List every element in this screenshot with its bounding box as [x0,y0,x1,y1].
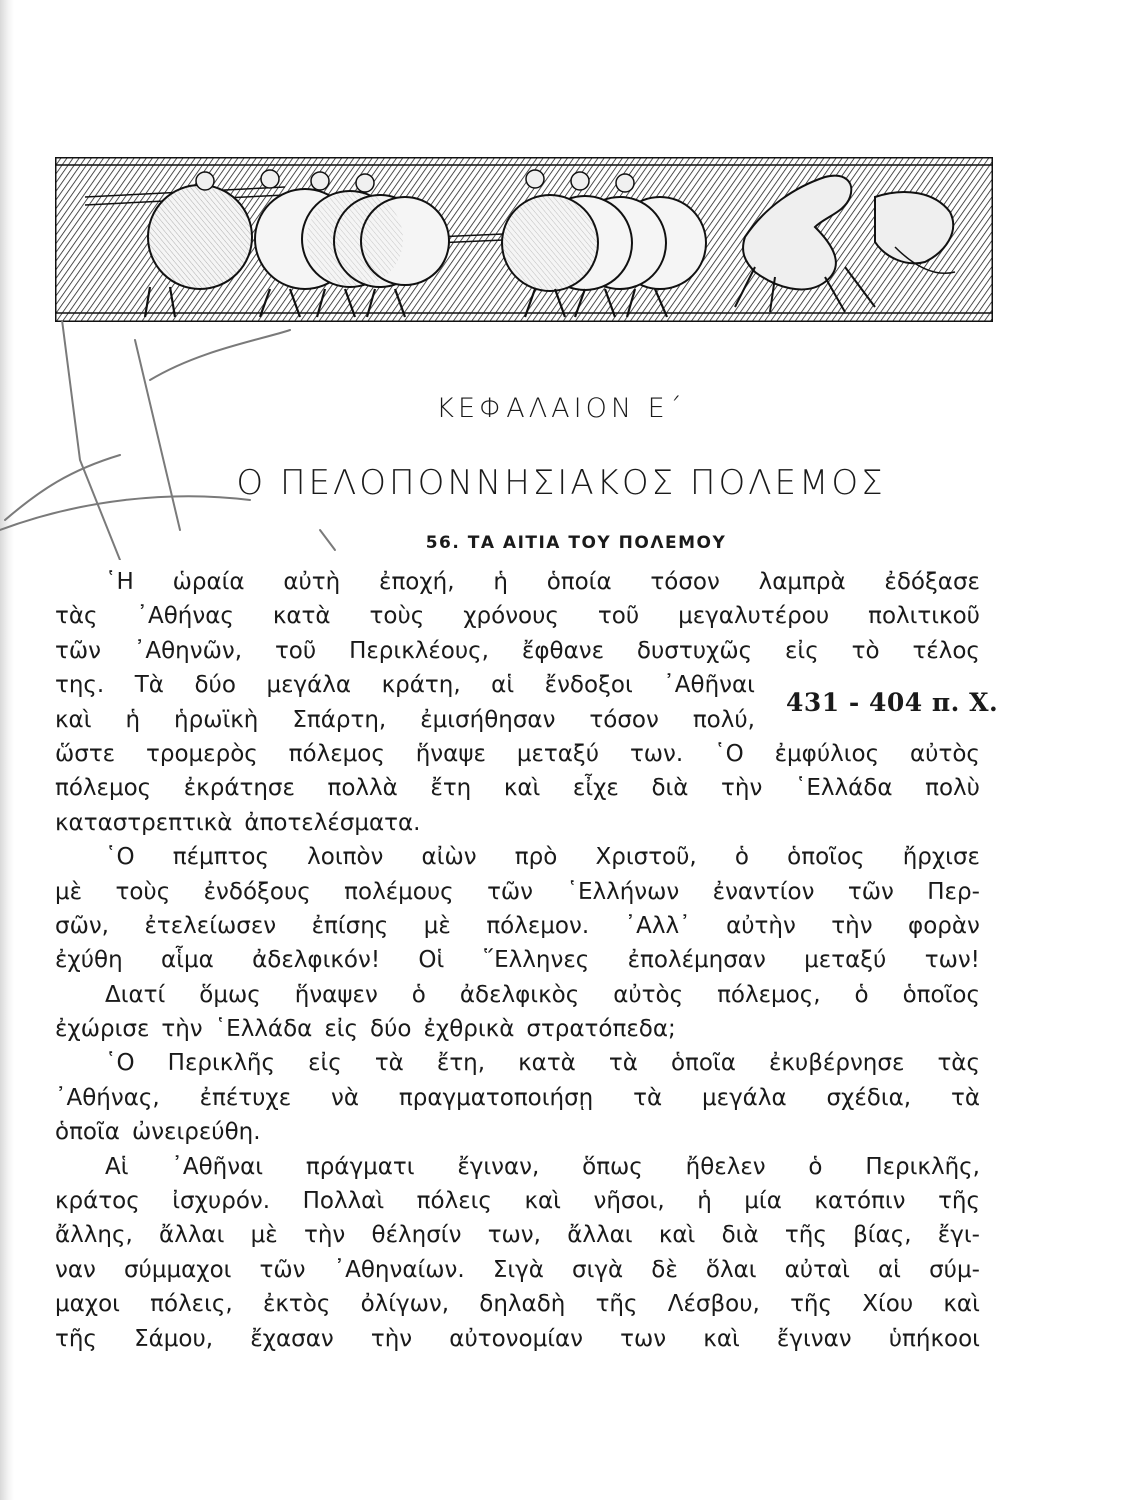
word: ὁποῖα [670,1050,736,1077]
text-line [55,1287,980,1321]
word: καὶ [658,1222,696,1249]
word: σύμμαχοι [123,1256,232,1283]
chapter-number: ΚΕΦΑΛΑΙΟΝ Ε΄ [436,393,686,424]
word: τὴν [721,775,763,802]
word: τὴν [370,1325,413,1352]
word: ὁποῖος [902,981,980,1008]
text-line [55,1218,980,1252]
word: τόσον [650,569,720,595]
word: πόλεμος, [717,981,821,1008]
word: μεγάλα [702,1084,787,1111]
body-text [55,565,980,1356]
word: Σιγὰ [492,1256,544,1283]
word: ῾Ο [714,740,744,767]
text-line [55,737,980,771]
text-line [55,1115,980,1149]
word: ἐπέτυχε [199,1084,292,1111]
word: αὐτὸς [613,981,684,1008]
word: τῆς [595,1291,638,1318]
word: ἤρχισε [902,844,980,871]
word: πόλεμον. [486,912,590,939]
word: ἐχώρισε [55,1016,150,1043]
word: κράτος [55,1188,140,1215]
text-line [55,840,980,874]
word: αἰὼν [421,844,477,871]
text-line [55,1081,980,1115]
word: ἤθελεν [685,1153,766,1180]
word: εἰς [785,637,819,664]
word: ἐχθρικὰ [423,1016,515,1043]
word: πολέμους [344,878,454,905]
word: εἶχε [572,775,619,802]
text-line [55,943,980,977]
word: ὅμως [199,981,261,1008]
word: ἐτελείωσεν [144,912,277,939]
word: ᾽Αλλ᾽ [624,912,691,939]
word: μεγάλα [266,672,352,699]
word: τὴν [303,1222,346,1249]
word: τὰς [937,1050,980,1077]
word: ἄλλαι [567,1222,633,1249]
word: ἐχύθη [55,947,123,974]
word: ἐμισήθησαν [420,706,556,733]
word: πολὺ [925,775,980,802]
word: καταστρεπτικὰ [55,809,233,836]
text-line [55,1046,980,1080]
word: Περικλῆς [167,1050,276,1077]
chapter-title: Ο ΠΕΛΟΠΟΝΝΗΣΙΑΚΟΣ ΠΟΛΕΜΟΣ [236,463,886,503]
word: ἔνδοξοι [544,672,633,699]
word: δύο [370,1016,412,1043]
word: βίας, [853,1222,912,1249]
word: Οἱ [418,947,445,974]
word: πολιτικοῦ [868,603,980,630]
word: ἄλλης, [55,1222,133,1249]
text-line [55,668,755,702]
word: ὁποῖα [55,1119,120,1146]
word: λοιπὸν [307,844,384,871]
word: ῾Ελλάδα [794,775,893,802]
word: μεταξύ [804,947,887,974]
word: Λέσβου, [667,1291,760,1318]
word: τῶν [259,1256,306,1283]
word: ὁποία [546,569,612,595]
word: διὰ [651,775,689,802]
word: των. [629,740,684,767]
word: ἡρωϊκὴ [174,706,259,733]
word: ἄλλαι [159,1222,225,1249]
text-line [55,703,755,737]
word: πόλεμος [55,775,152,802]
word: μὲ [55,878,83,905]
word: εἰς [324,1016,359,1043]
text-line [55,634,980,668]
word: μεγαλυτέρου [678,603,830,630]
word: ὁ [734,844,749,871]
word: Διατί [105,981,166,1008]
warrior-frieze-illustration [55,157,993,322]
word: ἔτη [430,775,472,802]
word: τῆς [938,1188,980,1215]
word: αὐτὴν [726,912,796,939]
word: ἡ [697,1188,712,1215]
word: δηλαδὴ [479,1291,566,1318]
word: διὰ [721,1222,759,1249]
word: πολλὰ [327,775,398,802]
word: νὰ [331,1084,360,1111]
word: ῾Ο [105,1050,135,1077]
word: Περικλῆς, [865,1153,980,1180]
word: πολύ, [692,706,755,733]
word: Περικλέους, [349,637,489,664]
word: κατόπιν [814,1188,906,1215]
word: ᾽Αθήνας [136,603,234,630]
word: ᾽Αθήνας, [55,1084,160,1111]
word: Αἱ [105,1153,129,1180]
word: ὁποῖος [787,844,865,871]
word: αὐταὶ [784,1256,850,1283]
word: μαχοι [55,1291,120,1318]
word: δυστυχῶς [636,637,753,664]
word: τέλος [912,637,980,664]
word: ῾Ελλήνων [566,878,680,905]
word: νῆσοι, [593,1188,665,1215]
word: τὰς [55,603,98,630]
word: τοῦ [274,637,317,664]
word: ἐκτὸς [262,1291,331,1318]
word: ᾽Αθῆναι [663,672,755,699]
word: μὲ [250,1222,278,1249]
word: τὰ [608,1050,638,1077]
word: Χίου [862,1291,914,1318]
word: ἀποτελέσματα. [244,809,421,836]
word: αἷμα [161,947,214,974]
page-edge [0,0,14,1500]
text-line [55,1322,980,1356]
word: των [620,1325,667,1352]
text-line [55,599,980,633]
word: ἐδόξασε [884,569,980,595]
word: Πολλαὶ [302,1188,385,1215]
word: ἥναψε [415,740,486,767]
word: πόλεμος [288,740,385,767]
word: ᾽Αθηνῶν, [133,637,243,664]
word: τόσον [589,706,659,733]
word: ἐκυβέρνησε [768,1050,905,1077]
word: τρομερὸς [146,740,258,767]
word: ναν [55,1256,96,1283]
word: καὶ [943,1291,980,1318]
word: πρὸ [514,844,558,871]
word: καὶ [503,775,541,802]
word: μία [744,1188,782,1215]
word: ἀδελφικόν! [252,947,381,974]
text-line [55,1184,980,1218]
word: Σάμου, [134,1325,214,1352]
word: αὐτὸς [910,740,980,767]
word: ἔχασαν [250,1325,334,1352]
word: ᾽Αθῆναι [171,1153,264,1180]
word: ὥστε [55,740,116,767]
word: ἔγι- [937,1222,980,1249]
word: αἱ [878,1256,901,1283]
text-line [55,806,980,840]
word: δύο [194,672,236,699]
word: ἐναντίον [712,878,815,905]
word: τὰ [950,1084,980,1111]
word: ἔφθανε [521,637,605,664]
word: πράγματι [305,1153,415,1180]
word: των, [487,1222,541,1249]
text-line [55,909,980,943]
word: Περ- [927,878,980,905]
word: της. [55,672,105,699]
text-line [55,1012,980,1046]
text-line [55,771,980,805]
word: αὐτονομίαν [449,1325,584,1352]
word: ἔτη, [436,1050,486,1077]
word: τῆς [55,1325,97,1352]
word: ἐπολέμησαν [627,947,766,974]
word: ᾽Αθηναίων. [333,1256,465,1283]
word: τὴν [831,912,873,939]
text-line [55,565,980,599]
word: τοὺς [369,603,425,630]
word: τὴν [161,1016,203,1043]
word: ὀλίγων, [360,1291,450,1318]
word: τῶν [487,878,534,905]
word: τοὺς [115,878,171,905]
word: τῶν [55,637,101,664]
word: ῞Ελληνες [482,947,590,974]
word: δὲ [651,1256,678,1283]
section-heading: 56. ΤΑ ΑΙΤΙΑ ΤΟΥ ΠΟΛΕΜΟΥ [425,533,727,553]
word: ἐποχή, [379,569,455,595]
text-line [55,875,980,909]
word: τῆς [784,1222,827,1249]
word: ἐμφύλιος [774,740,880,767]
word: ὅπως [582,1153,643,1180]
word: τῆς [790,1291,833,1318]
word: σῶν, [55,912,109,939]
word: ὁ [411,981,426,1008]
word: ῾Η [105,569,134,595]
text-line [55,1253,980,1287]
word: χρόνους [463,603,559,630]
word: αἱ [491,672,515,699]
word: τὰ [374,1050,404,1077]
word: ῾Ο [105,844,135,871]
word: μὲ [423,912,451,939]
margin-date-note: 431 - 404 π. Χ. [786,688,999,717]
word: ἀδελφικὸς [459,981,580,1008]
word: ὁ [808,1153,823,1180]
word: κατὰ [272,603,331,630]
word: τὰ [633,1084,663,1111]
word: ἐπίσης [311,912,389,939]
word: ὅλαι [705,1256,757,1283]
word: τῶν [847,878,894,905]
word: καὶ [524,1188,561,1215]
word: ἡ [493,569,508,595]
word: Σπάρτη, [292,706,387,733]
word: Τὰ [134,672,164,699]
word: φορὰν [908,912,980,939]
word: ἐκράτησε [183,775,295,802]
word: μεταξύ [516,740,600,767]
word: λαμπρὰ [758,569,846,595]
pencil-mark-annotation [0,320,360,560]
text-line [55,1150,980,1184]
word: ἰσχυρόν. [172,1188,271,1215]
word: σύμ- [929,1256,980,1283]
word: τὸ [851,637,880,664]
word: τοῦ [597,603,640,630]
word: πραγματοποιήσῃ [398,1084,594,1111]
word: καὶ [55,706,92,733]
word: πόλεις, [150,1291,233,1318]
word: στρατόπεδα; [526,1016,676,1043]
word: αὐτὴ [283,569,341,595]
word: κατὰ [518,1050,576,1077]
word: ἔγιναν [776,1325,852,1352]
word: σχέδια, [826,1084,912,1111]
word: ἡ [125,706,141,733]
word: ἐνδόξους [203,878,311,905]
word: καὶ [703,1325,740,1352]
word: πέμπτος [172,844,269,871]
word: σιγὰ [572,1256,624,1283]
word: ἔγιναν, [457,1153,540,1180]
word: ὑπήκοοι [888,1325,980,1352]
word: ὁ [854,981,869,1008]
word: πόλεις [416,1188,492,1215]
text-line [55,978,980,1012]
word: θέλησίν [371,1222,462,1249]
word: των! [924,947,980,974]
word: ὡραία [172,569,245,595]
word: κράτη, [381,672,461,699]
word: ῾Ελλάδα [214,1016,313,1043]
word: Χριστοῦ, [595,844,697,871]
word: ἥναψεν [294,981,378,1008]
word: εἰς [308,1050,342,1077]
word: ὠνειρεύθη. [131,1119,261,1146]
